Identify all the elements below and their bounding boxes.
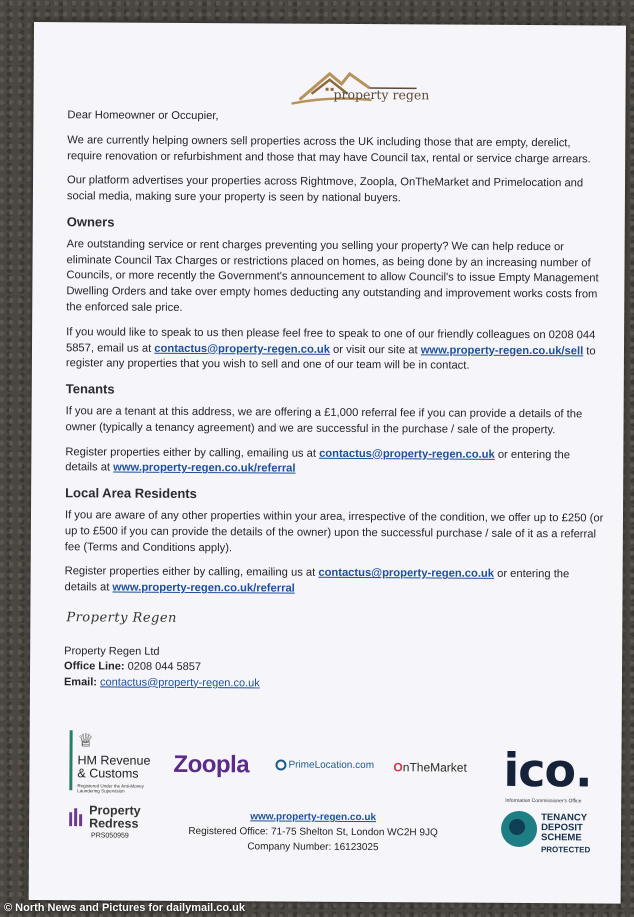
logo-text: property regen — [333, 86, 430, 103]
local-p2-text-a: Register properties either by calling, emailing us at — [64, 565, 319, 580]
primelocation-pin-icon — [275, 759, 286, 770]
local-referral-link[interactable]: www.property-regen.co.uk/referral — [112, 581, 295, 595]
tenants-p2-text-b: or entering the details at — [65, 448, 571, 474]
hmrc-line-1: HM Revenue — [77, 753, 151, 768]
email-line — [64, 675, 604, 694]
company-name: Property Regen Ltd — [64, 644, 160, 658]
tenants-p2-text-a: Register properties either by calling, emailing us at — [65, 445, 320, 460]
handwritten-signature: Property Regen — [66, 610, 177, 626]
local-email-link[interactable]: contactus@property-regen.co.uk — [318, 567, 495, 581]
owners-p2-text-a: If you would like to speak to us then please feel free to speak to one of our friendly colleagues on 0208 044 5857, email us at — [65, 325, 596, 355]
registered-details — [183, 809, 443, 856]
tds-circle-icon — [501, 811, 537, 847]
crown-crest-icon: ♕ — [77, 730, 94, 751]
intro-paragraph-2: Our platform advertises your properties across Rightmove, Zoopla, OnTheMarket and Primelocation and social media, making sure your property is seen by national buyers. — [66, 174, 584, 205]
company-number: Company Number: 16123025 — [247, 841, 379, 854]
tenants-referral-link[interactable]: www.property-regen.co.uk/referral — [113, 461, 296, 475]
zoopla-logo: Zoopla — [173, 750, 250, 779]
local-paragraph-2 — [64, 565, 604, 600]
local-residents-heading: Local Area Residents — [65, 485, 197, 502]
ico-subtitle: Information Commissioner's Office — [505, 797, 582, 805]
office-label: Office Line: — [64, 660, 125, 673]
hmrc-line-2: & Customs — [77, 766, 139, 781]
tds-line-2: DEPOSIT — [541, 822, 583, 834]
company-email-link[interactable]: contactus@property-regen.co.uk — [100, 676, 260, 690]
photo-credit: © North News and Pictures for dailymail.co.uk — [4, 902, 245, 914]
hmrc-title — [77, 754, 150, 780]
greeting: Dear Homeowner or Occupier, — [67, 109, 219, 123]
email-label: Email: — [63, 675, 98, 689]
owners-paragraph-1: Are outstanding service or rent charges preventing you selling your property? We can help reduce or eliminate Council Tax Charges or restrictions placed on homes, as being done by an increasing number of Councils, or more recently the Government's announcement to allow Council's to issue Empty Management Dwelling Orders and take over empty homes deducting any outstanding and improvement works costs from the enforced sale price. — [66, 237, 599, 314]
redress-line-1: Property — [89, 803, 141, 818]
owners-heading: Owners — [66, 214, 115, 230]
tenants-paragraph-2 — [65, 445, 605, 480]
redress-line-2: Redress — [89, 816, 139, 831]
tds-line-1: TENANCY — [541, 812, 588, 824]
local-paragraph-1: If you are aware of any other properties within your area, irrespective of the condition, we offer up to £250 (or up to £500 if you can provide the details of the owner) upon the successful purchase / sale of it as a referral fee (Terms and Conditions apply). — [64, 509, 604, 554]
primelocation-logo — [275, 759, 374, 771]
letter-body — [64, 108, 608, 694]
tds-line-3: SCHEME — [540, 832, 582, 844]
tds-protected: PROTECTED — [540, 845, 591, 855]
redress-title — [89, 804, 141, 830]
owners-p2-text-c: to register any properties that you wish to sell and one of our team will be in contact. — [65, 344, 596, 373]
letter-page — [29, 22, 626, 904]
tenants-paragraph-1: If you are a tenant at this address, we are offering a £1,000 referral fee if you can provide a details of the owner (typically a tenancy agreement) and we are successful in the purchase / sale of the property. — [65, 405, 583, 436]
onthemarket-logo — [393, 760, 466, 774]
owners-email-link[interactable]: contactus@property-regen.co.uk — [154, 342, 331, 356]
property-regen-logo — [271, 59, 430, 108]
company-details — [64, 644, 604, 694]
footer-logos — [63, 728, 604, 881]
registered-office: Registered Office: 71-75 Shelton St, London WC2H 9JQ — [188, 825, 438, 839]
hmrc-subtitle: Registered Under the Anti-Money Laundering Supervision — [77, 783, 144, 794]
office-number: 0208 044 5857 — [124, 660, 202, 674]
tenants-email-link[interactable]: contactus@property-regen.co.uk — [319, 447, 495, 461]
footer-site-link[interactable]: www.property-regen.co.uk — [250, 811, 377, 824]
hmrc-bar — [69, 730, 72, 790]
hmrc-logo — [70, 730, 170, 794]
ico-logo: ico. — [503, 742, 592, 798]
tds-title — [541, 813, 587, 843]
onthemarket-pin-icon: O — [393, 760, 403, 775]
intro-paragraph-1: We are currently helping owners sell properties across the UK including those that are empty, derelict, require renovation or refurbishment and those that may have Council tax, rental or service charge arrears. — [67, 134, 591, 165]
onthemarket-text: nTheMarket — [402, 760, 467, 775]
owners-paragraph-2 — [66, 325, 606, 376]
redress-bars-icon — [69, 806, 85, 826]
primelocation-text: PrimeLocation.com — [288, 759, 375, 772]
redress-number: PRS050959 — [91, 832, 129, 840]
tenants-heading: Tenants — [65, 381, 115, 397]
owners-p2-text-b: or visit our site at — [329, 343, 421, 356]
sell-link[interactable]: www.property-regen.co.uk/sell — [420, 343, 584, 357]
local-p2-text-b: or entering the details at — [64, 568, 570, 594]
